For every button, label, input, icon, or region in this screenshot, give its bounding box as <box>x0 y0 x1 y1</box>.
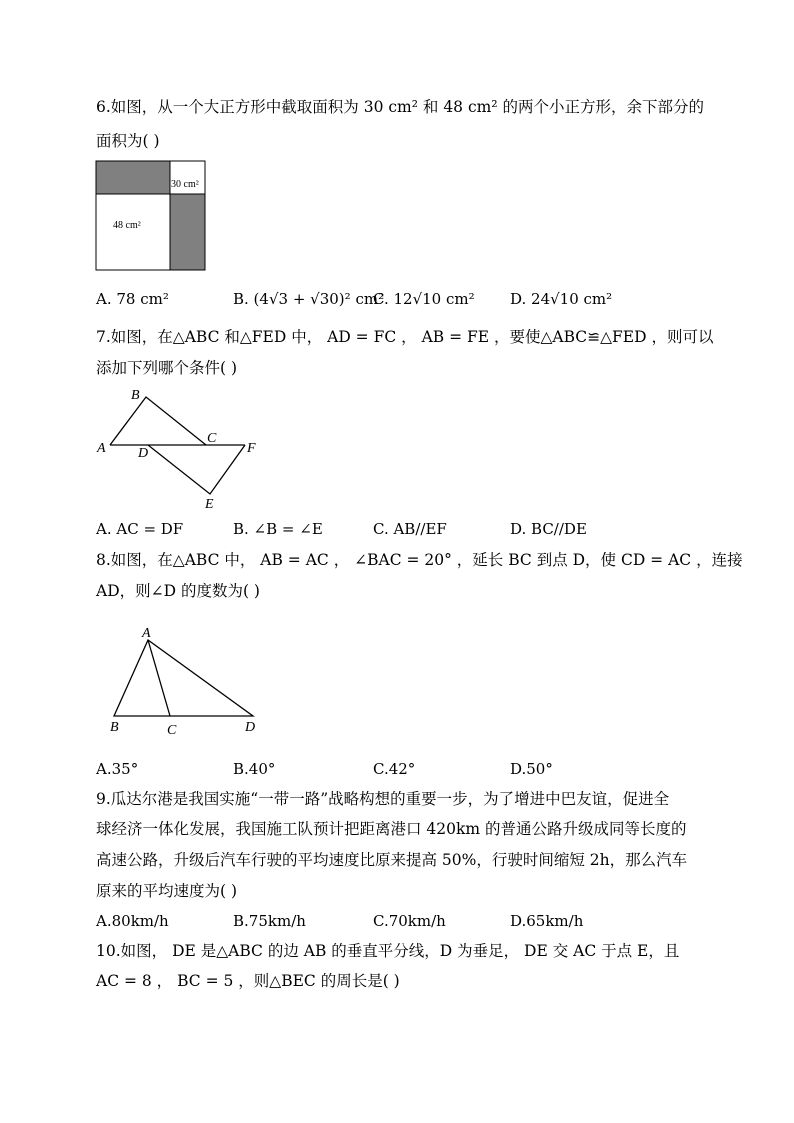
q7-text-line1: 7.如图，在△ABC 和△FED 中， AD = FC ， AB = FE ，要使△ABC≌△FED ，则可以 <box>96 328 714 346</box>
q7-option-d[interactable]: D. BC//DE <box>510 520 587 538</box>
q8-text-line2: AD，则∠D 的度数为( ) <box>96 582 260 600</box>
q7-triangles-figure <box>93 384 273 514</box>
q8-triangle-figure <box>100 620 270 740</box>
q7-label-a: A <box>97 441 106 456</box>
q8-label-d: D <box>245 720 256 735</box>
q9-option-d[interactable]: D.65km/h <box>510 912 584 930</box>
q6-square-figure <box>95 160 207 272</box>
q7-text-line2: 添加下列哪个条件( ) <box>96 359 238 377</box>
q7-label-f: F <box>247 441 256 456</box>
q10-text-line2: AC = 8 ， BC = 5 ，则△BEC 的周长是( ) <box>96 972 400 990</box>
q9-option-a[interactable]: A.80km/h <box>96 912 169 930</box>
q8-triangle-abd <box>114 640 253 716</box>
q7-label-d: D <box>138 446 149 461</box>
q6-large-square <box>96 194 170 270</box>
q9-text-line4: 原来的平均速度为( ) <box>96 882 238 900</box>
q6-text-line2: 面积为( ) <box>96 132 160 150</box>
q9-text-line3: 高速公路，升级后汽车行驶的平均速度比原来提高 50%，行驶时间缩短 2h，那么汽车 <box>96 851 688 869</box>
q6-shaded-right <box>170 194 205 270</box>
q8-option-c[interactable]: C.42° <box>373 760 416 778</box>
q10-text-line1: 10.如图， DE 是△ABC 的边 AB 的垂直平分线，D 为垂足， DE 交 AC 于点 E，且 <box>96 942 680 960</box>
q6-shaded-top <box>96 161 170 194</box>
q6-small-label: 30 cm² <box>171 179 199 190</box>
q9-option-c[interactable]: C.70km/h <box>373 912 446 930</box>
q6-option-b[interactable]: B. (4√3 + √30)² cm² <box>233 290 385 308</box>
q7-option-a[interactable]: A. AC = DF <box>96 520 184 538</box>
q7-option-c[interactable]: C. AB//EF <box>373 520 447 538</box>
q8-text-line1: 8.如图，在△ABC 中， AB = AC ， ∠BAC = 20° ，延长 BC 到点 D，使 CD = AC ，连接 <box>96 551 743 569</box>
q9-text-line2: 球经济一体化发展，我国施工队预计把距离港口 420km 的普通公路升级成同等长度的 <box>96 820 687 838</box>
q8-label-c: C <box>167 723 177 738</box>
q9-option-b[interactable]: B.75km/h <box>233 912 306 930</box>
q6-option-a[interactable]: A. 78 cm² <box>96 290 169 308</box>
q7-triangle-fed <box>148 445 245 494</box>
q6-option-c[interactable]: C. 12√10 cm² <box>373 290 475 308</box>
q6-option-d[interactable]: D. 24√10 cm² <box>510 290 613 308</box>
q7-triangle-abc <box>110 397 206 445</box>
q8-option-d[interactable]: D.50° <box>510 760 553 778</box>
q6-large-label: 48 cm² <box>113 220 141 231</box>
q8-label-b: B <box>110 720 119 735</box>
q7-label-e: E <box>205 497 214 512</box>
q6-text-line1: 6.如图，从一个大正方形中截取面积为 30 cm² 和 48 cm² 的两个小正方形，余下部分的 <box>96 98 704 116</box>
q7-label-b: B <box>131 388 140 403</box>
q8-option-a[interactable]: A.35° <box>96 760 139 778</box>
q7-label-c: C <box>207 431 217 446</box>
q8-option-b[interactable]: B.40° <box>233 760 276 778</box>
q8-segment-ac <box>148 640 170 716</box>
q7-option-b[interactable]: B. ∠B = ∠E <box>233 520 323 538</box>
q9-text-line1: 9.瓜达尔港是我国实施“一带一路”战略构想的重要一步，为了增进中巴友谊，促进全 <box>96 790 670 808</box>
q8-label-a: A <box>142 626 151 641</box>
